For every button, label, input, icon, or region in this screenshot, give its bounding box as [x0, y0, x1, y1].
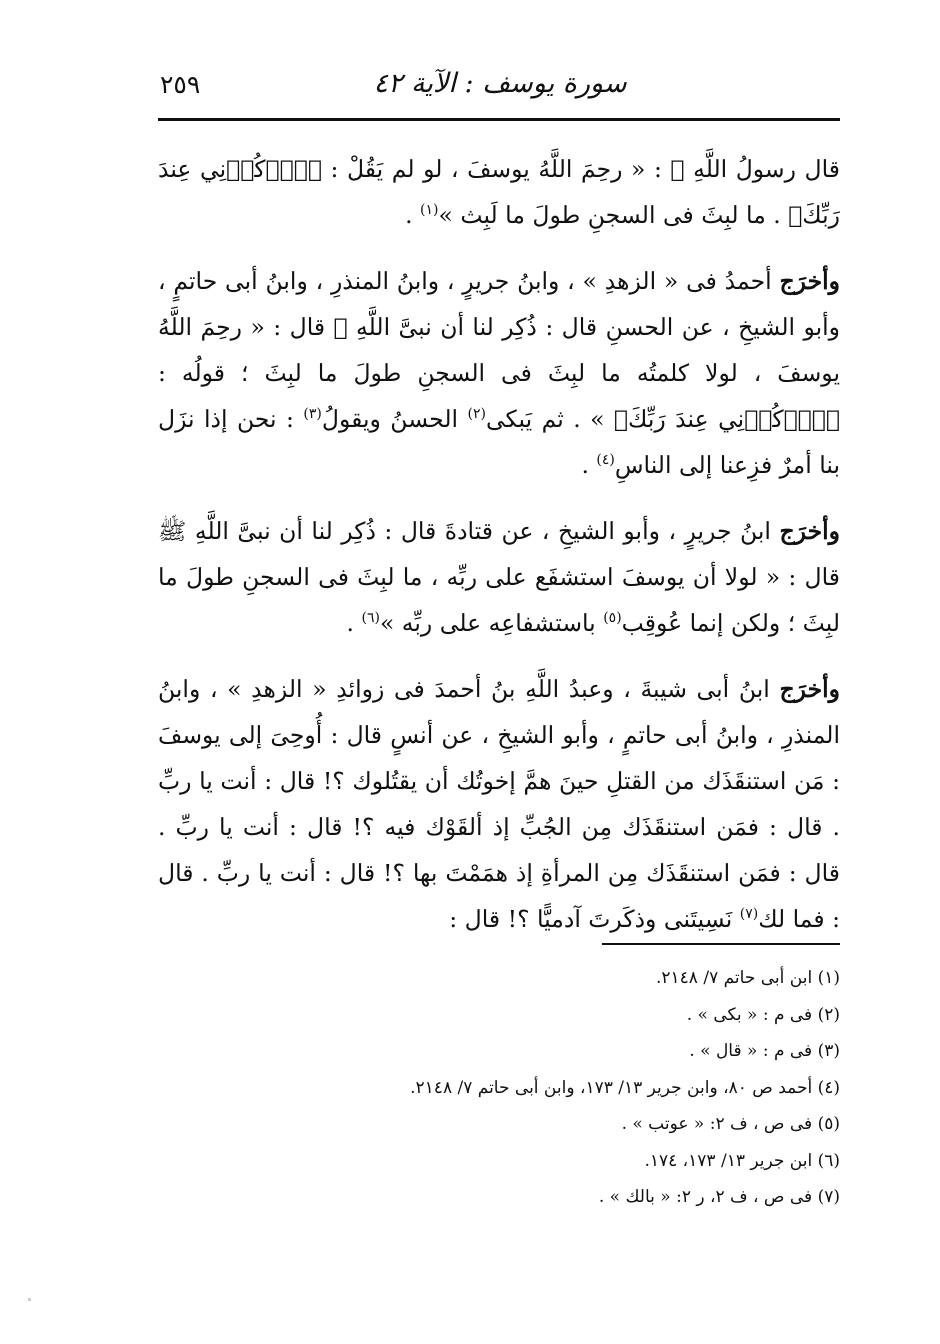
paragraph-lead: وأخرَج — [779, 267, 840, 295]
footnote-2: (٢) فى م : « بكى » . — [686, 1004, 840, 1025]
footnote-6: (٦) ابن جرير ١٣/ ١٧٣، ١٧٤. — [644, 1150, 840, 1171]
paragraph-text: : نحن إذا نزَل بنا أمرٌ فزِعنا إلى الناسِ — [158, 405, 840, 479]
footnote-ref: (٥) — [603, 610, 622, 627]
header-rule — [158, 118, 840, 121]
footnote-ref: (٢) — [467, 406, 486, 423]
footnote-ref: (٦) — [361, 610, 380, 627]
paragraph-text: قال رسولُ اللَّهِ ﷺ : « رحِمَ اللَّهُ يوسفَ ، لو لم يَقُلْ : ﴿ٱذۡكُرۡنِي عِندَ رَبِّكَ﴾ . ما لبِثَ فى السجنِ طولَ ما لَبِث » — [158, 155, 840, 229]
footnote-5: (٥) فى ص ، ف ٢: « عوتب » . — [621, 1114, 840, 1134]
footnote-ref: (١) — [420, 202, 439, 219]
paragraph-text: ابنُ جريرٍ ، وأبو الشيخِ ، عن قتادةَ قال : ذُكِر لنا أن نبىَّ اللَّهِ ﷺ قال : « لولا أن يوسفَ استشفَع على ربِّه ، ما لبِثَ فى السجنِ طولَ ما لبِثَ ؛ ولكن إنما عُوقِب — [158, 517, 840, 637]
paragraph-text: ابنُ أبى شيبةَ ، وعبدُ اللَّهِ بنُ أحمدَ فى زوائدِ « الزهدِ » ، وابنُ المنذرِ ، وابنُ أبى حاتمٍ ، وأبو الشيخِ ، عن أنسٍ قال : أُوحِىَ إلى يوسفَ : مَن استنقَذَك من القتلِ حينَ همَّ إخوتُك أن يقتُلوك ؟! قال : أنت يا ربِّ . قال : فمَن استنقَذَك مِن الجُبِّ إذ ألقَوْك فيه ؟! قال : أنت يا ربِّ . قال : فمَن استنقَذَك مِن المرأةِ إذ همَمْتَ بها ؟! قال : أنت يا ربِّ . قال : فما لك — [158, 675, 840, 933]
page-number: ٢٥٩ — [160, 70, 201, 99]
paragraph-text: نَسِيتَنى وذكَرتَ آدميًّا ؟! قال : — [449, 905, 740, 933]
body-text — [158, 146, 840, 962]
footnote-3: (٣) فى م : « قال » . — [689, 1041, 840, 1061]
footnote-7: (٧) فى ص ، ف ٢، ر ٢: « بالك » . — [598, 1187, 840, 1207]
footnote-ref: (٤) — [596, 452, 615, 469]
paragraph-lead: وأخرَج — [779, 675, 840, 703]
running-title: سورة يوسف : الآية ٤٢ — [373, 68, 627, 99]
footnote-ref: (٣) — [303, 406, 322, 423]
footnotes — [158, 960, 840, 1216]
paragraph-tail: . — [405, 201, 421, 229]
paragraph-4 — [158, 666, 840, 942]
footnote-rule — [602, 943, 840, 945]
footnote-4: (٤) أحمد ص ٨٠، وابن جرير ١٣/ ١٧٣، وابن أبى حاتم ٧/ ٢١٤٨. — [410, 1077, 840, 1098]
footnote-1: (١) ابن أبى حاتم ٧/ ٢١٤٨. — [655, 968, 840, 988]
paragraph-text: أحمدُ فى « الزهدِ » ، وابنُ جريرٍ ، وابنُ المنذرِ ، وابنُ أبى حاتمٍ ، وأبو الشيخِ ، عن الحسنِ قال : ذُكِر لنا أن نبىَّ اللَّهِ ﷺ قال : « رحِمَ اللَّهُ يوسفَ ، لولا كلمتُه ما لبِثَ فى السجنِ طولَ ما لبِثَ ؛ قولُه : ﴿ٱذۡكُرۡنِي عِندَ رَبِّكَ﴾ » . ثم يَبكى — [158, 267, 840, 433]
paragraph-2 — [158, 258, 840, 488]
page-header — [160, 62, 840, 114]
paragraph-1 — [158, 146, 840, 238]
paragraph-tail: . — [346, 609, 362, 637]
paragraph-3 — [158, 508, 840, 646]
footnote-ref: (٧) — [739, 906, 759, 923]
scan-speck — [28, 1298, 31, 1301]
paragraph-tail: . — [581, 451, 597, 479]
paragraph-lead: وأخرَج — [779, 517, 840, 545]
paragraph-text: باستشفاعِه على ربِّه » — [379, 609, 604, 637]
paragraph-text: الحسنُ ويقولُ — [321, 405, 468, 433]
